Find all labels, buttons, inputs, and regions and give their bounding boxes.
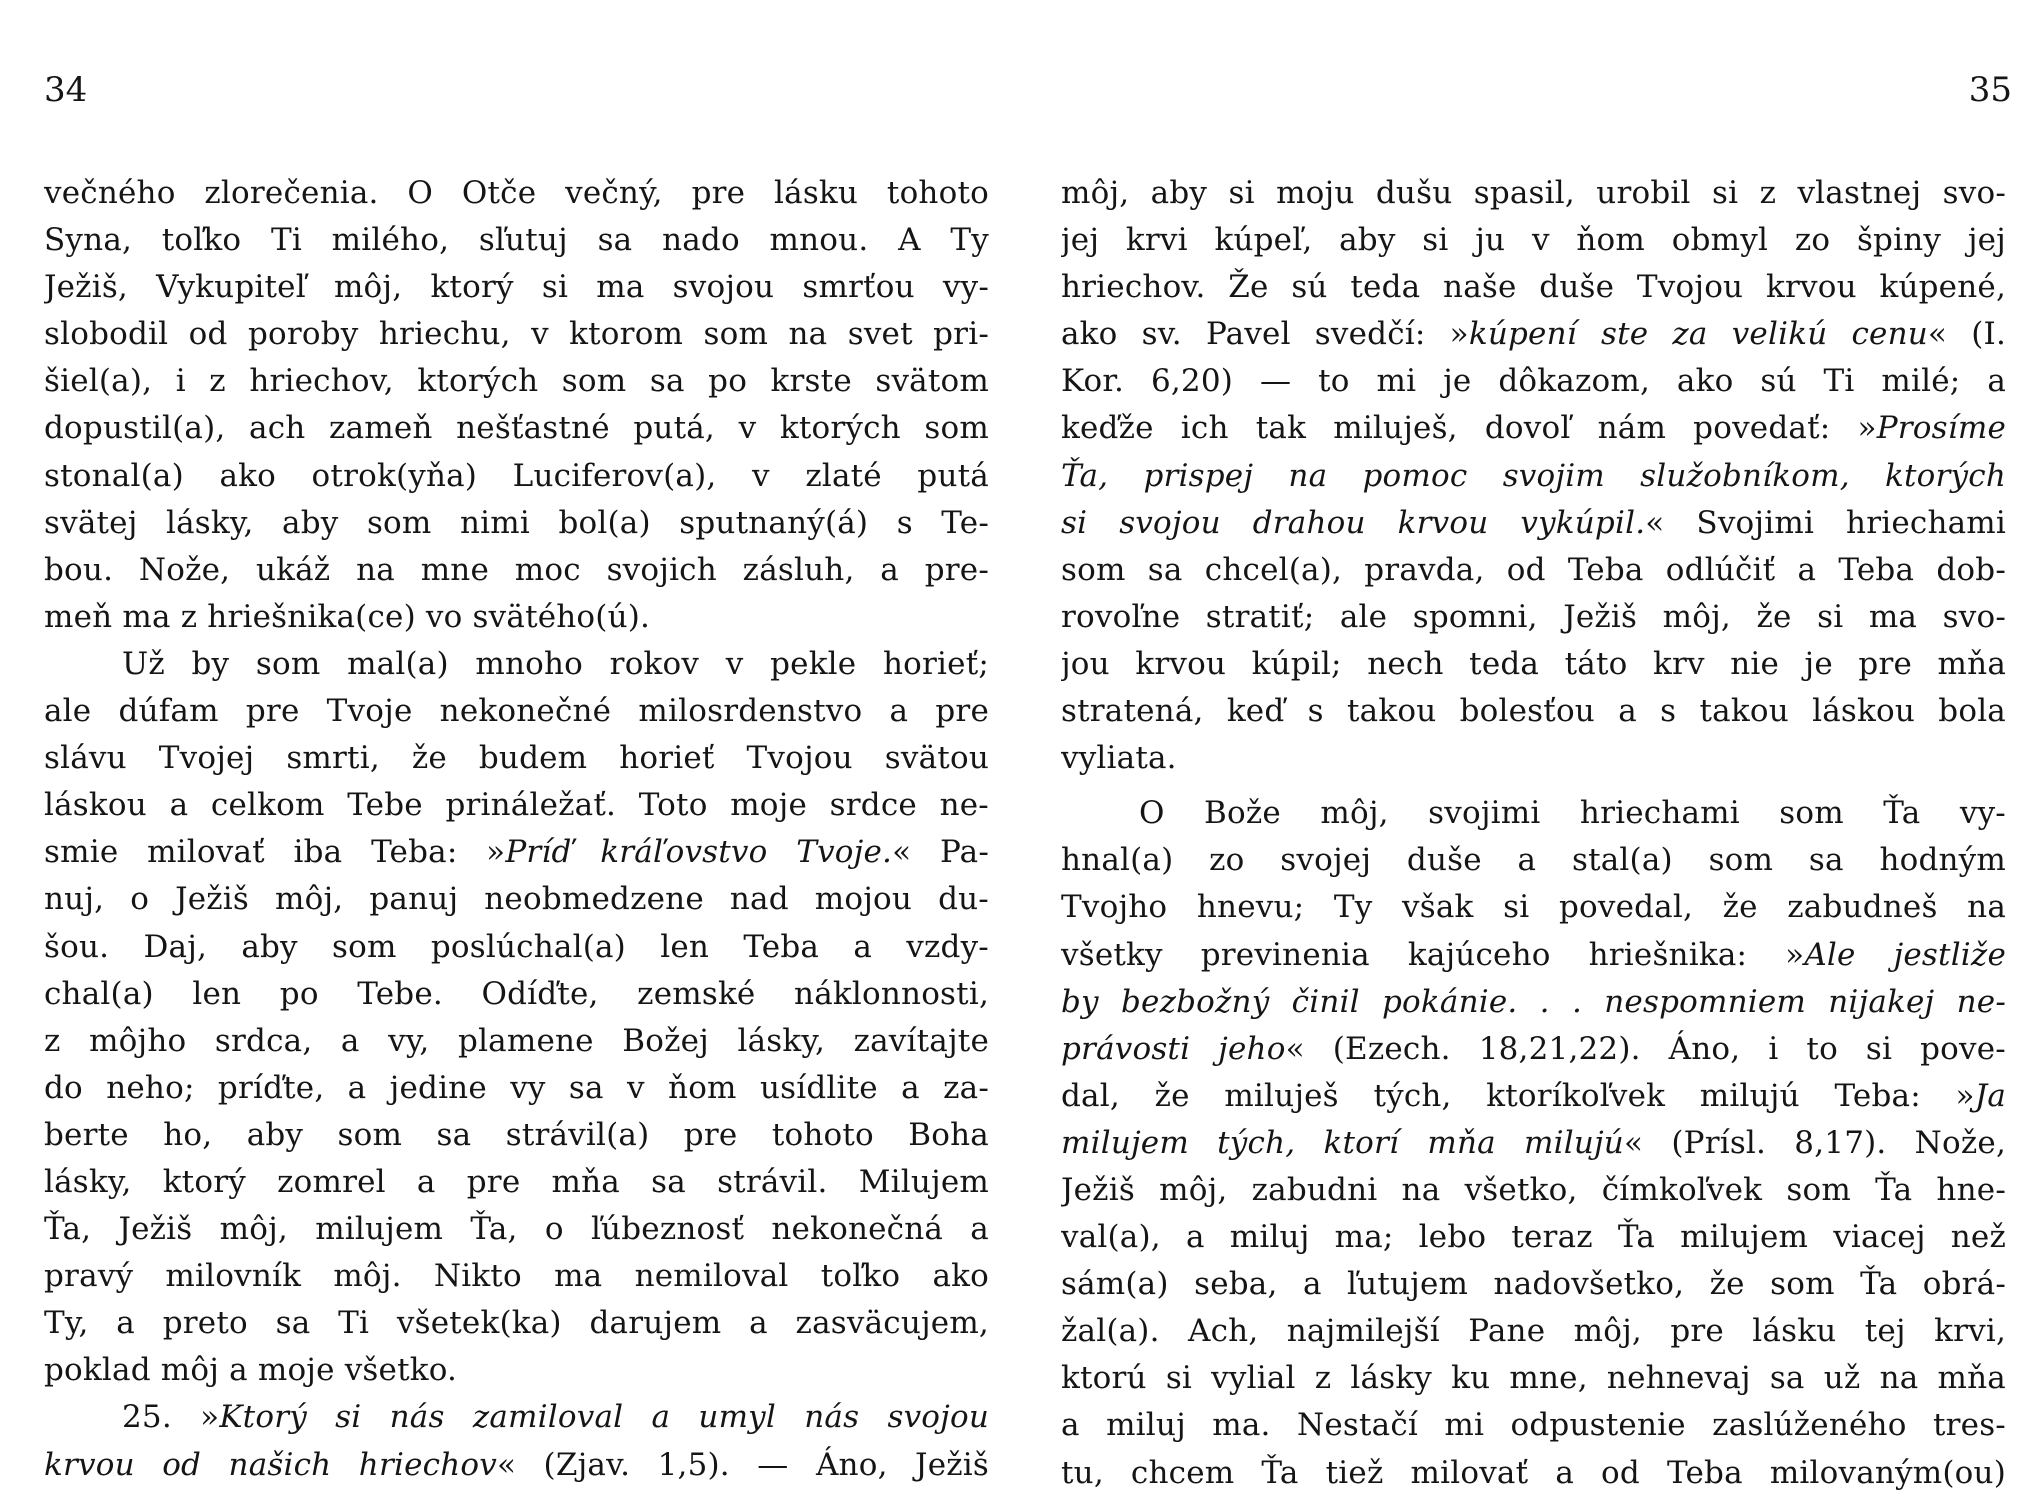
text-line: [1061, 311, 2006, 358]
text-segment: všetky previnenia kajúceho hriešnika: »: [1061, 936, 1805, 973]
text-line: [44, 1394, 989, 1441]
text-line: [44, 829, 989, 876]
italic-quote-segment: Ja: [1974, 1077, 2006, 1114]
text-line: [44, 1347, 989, 1394]
text-line: [1061, 979, 2006, 1026]
text-line: [1061, 358, 2006, 405]
text-segment: môj, aby si moju dušu spasil, urobil si z vlastnej svo-: [1061, 175, 2006, 211]
text-line: [44, 264, 989, 311]
text-segment: poklad môj a moje všetko.: [44, 1352, 458, 1389]
text-line: [44, 217, 989, 264]
text-segment: šou. Daj, aby som poslúchal(a) len Teba a vzdy-: [44, 928, 989, 965]
text-segment: stonal(a) ako otrok(yňa) Luciferov(a), v zlaté putá: [44, 457, 989, 494]
text-line: [44, 358, 989, 405]
text-segment: hriechov. Že sú teda naše duše Tvojou krvou kúpené,: [1061, 269, 2006, 306]
text-segment: bou. Nože, ukáž na mne moc svojich zásluh, a pre-: [44, 551, 989, 588]
text-segment: Ježiš môj, zabudni na všetko, čímkoľvek som Ťa hne-: [1061, 1171, 2006, 1208]
text-segment: dal, že miluješ tých, ktoríkoľvek milujú Teba: »: [1061, 1077, 1975, 1114]
text-line: [1061, 264, 2006, 311]
text-line: [1061, 405, 2006, 452]
italic-quote-segment: Príď kráľovstvo Tvoje.: [505, 834, 893, 871]
text-segment: meň ma z hriešnika(ce) vo svätého(ú).: [44, 598, 651, 635]
text-line: [1061, 837, 2006, 884]
text-segment: « (I.: [1927, 316, 2006, 353]
text-segment: smie milovať iba Teba: »: [44, 834, 506, 871]
italic-quote-segment: krvou od našich hriechov: [44, 1446, 497, 1483]
text-segment: hnal(a) zo svojej duše a stal(a) som sa hodným: [1061, 842, 2006, 879]
text-line: [44, 170, 989, 217]
text-line: [1061, 1261, 2006, 1308]
page-number-left: 34: [44, 70, 88, 110]
text-line: [44, 1253, 989, 1300]
text-segment: tu, chcem Ťa tiež milovať a od Teba milovaným(ou): [1061, 1454, 2006, 1491]
text-segment: « Svojimi hriechami: [1645, 504, 2006, 541]
text-line: [1061, 1308, 2006, 1355]
text-segment: Syna, toľko Ti milého, sľutuj sa nado mnou. A Ty: [44, 222, 989, 259]
text-line: [44, 782, 989, 829]
text-segment: dopustil(a), ach zameň nešťastné putá, v ktorých som: [44, 410, 989, 447]
text-segment: šiel(a), i z hriechov, ktorých som sa po krste svätom: [44, 363, 989, 400]
right-page-text: [1061, 170, 2006, 1497]
text-line: [1061, 1402, 2006, 1449]
text-segment: slobodil od poroby hriechu, v ktorom som na svet pri-: [44, 316, 989, 353]
italic-quote-segment: právosti jeho: [1061, 1030, 1286, 1067]
text-segment: slávu Tvojej smrti, že budem horieť Tvojou svätou: [44, 740, 989, 777]
text-line: [1061, 594, 2006, 641]
text-line: [44, 1442, 989, 1489]
text-line: [1061, 1450, 2006, 1497]
text-line: [44, 594, 989, 641]
text-segment: ale dúfam pre Tvoje nekonečné milosrdenstvo a pre: [44, 693, 989, 730]
text-line: [1061, 453, 2006, 500]
text-segment: Tvojho hnevu; Ty však si povedal, že zabudneš na: [1061, 889, 2006, 926]
text-segment: berte ho, aby som sa strávil(a) pre tohoto Boha: [44, 1116, 989, 1153]
text-segment: pravý milovník môj. Nikto ma nemiloval toľko ako: [44, 1258, 989, 1295]
page-number-right: 35: [1968, 70, 2012, 110]
italic-quote-segment: kúpení ste za velikú cenu: [1468, 316, 1928, 353]
text-line: [1061, 547, 2006, 594]
text-segment: keďže ich tak miluješ, dovoľ nám povedať: »: [1061, 410, 1877, 447]
text-segment: Kor. 6,20) — to mi je dôkazom, ako sú Ti milé; a: [1061, 363, 2006, 400]
text-line: [44, 453, 989, 500]
text-segment: stratená, keď s takou bolesťou a s takou láskou bola: [1061, 693, 2006, 730]
text-segment: nuj, o Ježiš môj, panuj neobmedzene nad mojou du-: [44, 881, 989, 918]
text-line: [44, 405, 989, 452]
text-segment: ktorú si vylial z lásky ku mne, nehnevaj sa už na mňa: [1061, 1360, 2006, 1397]
text-line: [1061, 884, 2006, 931]
text-segment: « (Zjav. 1,5). — Áno, Ježiš: [496, 1446, 989, 1483]
text-segment: rovoľne stratiť; ale spomni, Ježiš môj, že si ma svo-: [1061, 598, 2006, 635]
text-segment: svätej lásky, aby som nimi bol(a) sputnaný(á) s Te-: [44, 504, 989, 541]
text-segment: žal(a). Ach, najmilejší Pane môj, pre lásku tej krvi,: [1061, 1313, 2006, 1350]
text-segment: lásky, ktorý zomrel a pre mňa sa strávil. Milujem: [44, 1163, 989, 1200]
text-line: [1061, 1214, 2006, 1261]
text-segment: a miluj ma. Nestačí mi odpustenie zaslúženého tres-: [1061, 1407, 2006, 1444]
text-line: [44, 1159, 989, 1206]
text-line: [44, 971, 989, 1018]
text-line: [1061, 1355, 2006, 1402]
text-line: [44, 1112, 989, 1159]
text-segment: « (Prísl. 8,17). Nože,: [1623, 1124, 2006, 1161]
right-page: [1019, 0, 2038, 1500]
text-segment: Ty, a preto sa Ti všetek(ka) darujem a zasväcujem,: [44, 1305, 989, 1342]
text-line: [1061, 217, 2006, 264]
italic-quote-segment: Ktorý si nás zamiloval a umyl nás svojou: [219, 1399, 989, 1436]
text-segment: Už by som mal(a) mnoho rokov v pekle horieť;: [122, 645, 989, 682]
text-line: [1061, 1073, 2006, 1120]
text-line: [44, 500, 989, 547]
text-line: [44, 876, 989, 923]
text-line: [44, 735, 989, 782]
text-line: [1061, 735, 2006, 782]
text-segment: jou krvou kúpil; nech teda táto krv nie je pre mňa: [1061, 645, 2006, 682]
text-line: [44, 1300, 989, 1347]
text-segment: Ťa, Ježiš môj, milujem Ťa, o ľúbeznosť nekonečná a: [44, 1211, 989, 1248]
left-page-text: [44, 170, 989, 1489]
text-segment: som sa chcel(a), pravda, od Teba odlúčiť a Teba dob-: [1061, 551, 2006, 588]
text-line: [1061, 641, 2006, 688]
text-line: [1061, 1026, 2006, 1073]
text-segment: večného zlorečenia. O Otče večný, pre lásku tohoto: [44, 175, 989, 211]
text-line: [1061, 1120, 2006, 1167]
text-segment: val(a), a miluj ma; lebo teraz Ťa milujem viacej než: [1061, 1219, 2006, 1256]
italic-quote-segment: milujem tých, ktorí mňa milujú: [1061, 1124, 1624, 1161]
text-line: [44, 547, 989, 594]
italic-quote-segment: by bezbožný činil pokánie. . . nespomniem nijakej ne-: [1061, 983, 2006, 1020]
text-line: [44, 1018, 989, 1065]
text-segment: ako sv. Pavel svedčí: »: [1061, 316, 1469, 353]
italic-quote-segment: Prosíme: [1876, 410, 2006, 447]
text-line: [44, 1206, 989, 1253]
text-line: [1061, 790, 2006, 837]
text-segment: 25. »: [122, 1399, 220, 1436]
text-line: [44, 688, 989, 735]
text-line: [44, 924, 989, 971]
text-segment: jej krvi kúpeľ, aby si ju v ňom obmyl zo špiny jej: [1061, 222, 2006, 259]
text-line: [1061, 1167, 2006, 1214]
text-segment: sám(a) seba, a ľutujem nadovšetko, že som Ťa obrá-: [1061, 1266, 2006, 1303]
text-line: [1061, 170, 2006, 217]
text-segment: « Pa-: [892, 834, 989, 871]
text-line: [44, 1065, 989, 1112]
text-segment: Ježiš, Vykupiteľ môj, ktorý si ma svojou smrťou vy-: [44, 269, 989, 306]
text-segment: chal(a) len po Tebe. Odíďte, zemské náklonnosti,: [44, 975, 989, 1012]
text-segment: láskou a celkom Tebe prináležať. Toto moje srdce ne-: [44, 787, 989, 824]
text-line: [1061, 500, 2006, 547]
text-segment: « (Ezech. 18,21,22). Áno, i to si pove-: [1285, 1030, 2006, 1067]
text-segment: O Bože môj, svojimi hriechami som Ťa vy-: [1139, 795, 2006, 832]
text-line: [44, 311, 989, 358]
italic-quote-segment: Ale jestliže: [1804, 936, 2006, 973]
text-line: [1061, 688, 2006, 735]
text-segment: z môjho srdca, a vy, plamene Božej lásky, zavítajte: [44, 1022, 989, 1059]
italic-quote-segment: Ťa, prispej na pomoc svojim služobníkom, ktorých: [1061, 457, 2006, 494]
text-segment: vyliata.: [1061, 740, 1177, 777]
italic-quote-segment: si svojou drahou krvou vykúpil.: [1061, 504, 1646, 541]
text-line: [44, 641, 989, 688]
text-segment: do neho; príďte, a jedine vy sa v ňom usídlite a za-: [44, 1069, 989, 1106]
text-line: [1061, 932, 2006, 979]
